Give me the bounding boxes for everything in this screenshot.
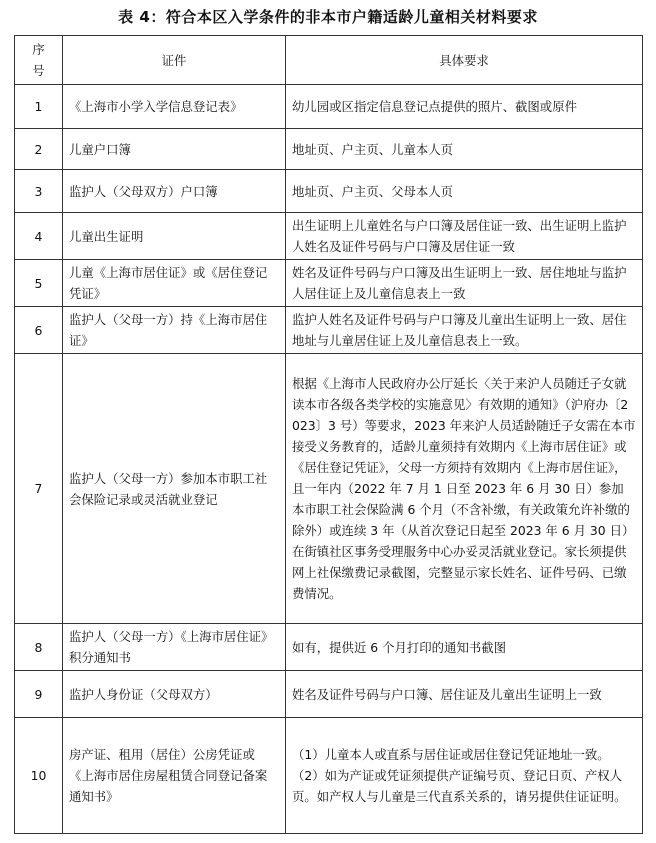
row-number: 5 (15, 260, 63, 307)
requirement-text: （2）如为产证或凭证须提供产证编号页、登记日页、产权人页。如产权人与儿童是三代直系关系的，请另提供住证证明。 (292, 768, 627, 804)
table-row (15, 718, 643, 834)
requirement-text: 出生证明上儿童姓名与户口簿及居住证一致、出生证明上监护人姓名及证件号码与户口簿及居住证一致 (292, 218, 627, 254)
requirement-cell (286, 718, 643, 834)
row-number: 2 (15, 129, 63, 170)
requirement-text: 姓名及证件号码与户口簿及出生证明上一致、居住地址与监护人居住证上及儿童信息表上一致 (292, 265, 627, 301)
header-no-top: 序 (32, 42, 45, 57)
row-number: 1 (15, 85, 63, 129)
table-header-row (15, 36, 643, 85)
certificate-cell: 监护人（父母一方）参加本市职工社会保险记录或灵活就业登记 (63, 354, 286, 624)
requirement-text: 幼儿园或区指定信息登记点提供的照片、截图或原件 (292, 99, 577, 114)
certificate-cell: 儿童户口簿 (63, 129, 286, 170)
table-row (15, 213, 643, 260)
table-row (15, 354, 643, 624)
row-number: 6 (15, 307, 63, 354)
table-row (15, 307, 643, 354)
requirement-cell (286, 85, 643, 129)
table-row (15, 85, 643, 129)
certificate-cell: 监护人身份证（父母双方） (63, 671, 286, 718)
requirement-text: 监护人姓名及证件号码与户口簿及儿童出生证明上一致、居住地址与儿童居住证上及儿童信息表上一致。 (292, 312, 627, 348)
certificate-cell: 儿童出生证明 (63, 213, 286, 260)
requirement-cell (286, 213, 643, 260)
table-title: 表 4：符合本区入学条件的非本市户籍适龄儿童相关材料要求 (118, 8, 538, 26)
header-certificate: 证件 (63, 36, 286, 85)
certificate-cell: 监护人（父母一方）持《上海市居住证》 (63, 307, 286, 354)
requirement-text: 地址页、户主页、父母本人页 (292, 183, 454, 199)
requirement-text: 如有，提供近 6 个月打印的通知书截图 (292, 639, 507, 655)
requirement-text: （1）儿童本人或直系与居住证或居住登记凭证地址一致。 (292, 747, 610, 762)
header-no (15, 36, 63, 85)
row-number: 8 (15, 624, 63, 671)
requirement-text: 地址页、户主页、儿童本人页 (292, 141, 454, 157)
certificate-cell: 监护人（父母双方）户口簿 (63, 170, 286, 213)
table-row (15, 671, 643, 718)
certificate-cell: 房产证、租用（居住）公房凭证或《上海市居住房屋租赁合同登记备案通知书》 (63, 718, 286, 834)
requirement-cell (286, 354, 643, 624)
table-row (15, 624, 643, 671)
certificate-cell: 监护人（父母一方）《上海市居住证》积分通知书 (63, 624, 286, 671)
requirement-cell (286, 260, 643, 307)
header-no-bottom: 号 (32, 63, 45, 78)
requirements-table (14, 35, 643, 834)
header-requirement: 具体要求 (286, 36, 643, 85)
table-row (15, 260, 643, 307)
certificate-cell: 儿童《上海市居住证》或《居住登记凭证》 (63, 260, 286, 307)
certificate-cell: 《上海市小学入学信息登记表》 (63, 85, 286, 129)
row-number: 9 (15, 671, 63, 718)
requirement-cell (286, 624, 643, 671)
requirement-cell (286, 671, 643, 718)
table-row (15, 170, 643, 213)
row-number: 3 (15, 170, 63, 213)
row-number: 4 (15, 213, 63, 260)
table-row (15, 129, 643, 170)
row-number: 7 (15, 354, 63, 624)
requirement-cell (286, 170, 643, 213)
requirement-cell (286, 129, 643, 170)
requirement-text: 根据《上海市人民政府办公厅延长〈关于来沪人员随迁子女就读本市各级各类学校的实施意见〉有效期的通知》（沪府办〔2023〕3 号）等要求，2023 年来沪人员适龄随迁子女需在本市接受义务教育的，适龄儿童须持有效期内《上海市居住证》或《居住登记凭证》，父母一方须持有效期内《上海市居住证》，且一年内（2022 年 7 月 1 日至 2023 年 6 月 30 日）参加本市职工社会保险满 6 个月（不含补缴，有关政策允许补缴的除外）或连续 3 年（从首次登记日起至 2023 年 6 月 30 日）在街镇社区事务受理服务中心办妥灵活就业登记。家长须提供网上社保缴费记录截图，完整显示家长姓名、证件号码、已缴费情况。 (292, 376, 636, 601)
requirement-text: 姓名及证件号码与户口簿、居住证及儿童出生证明上一致 (292, 686, 602, 702)
requirement-cell (286, 307, 643, 354)
row-number: 10 (15, 718, 63, 834)
